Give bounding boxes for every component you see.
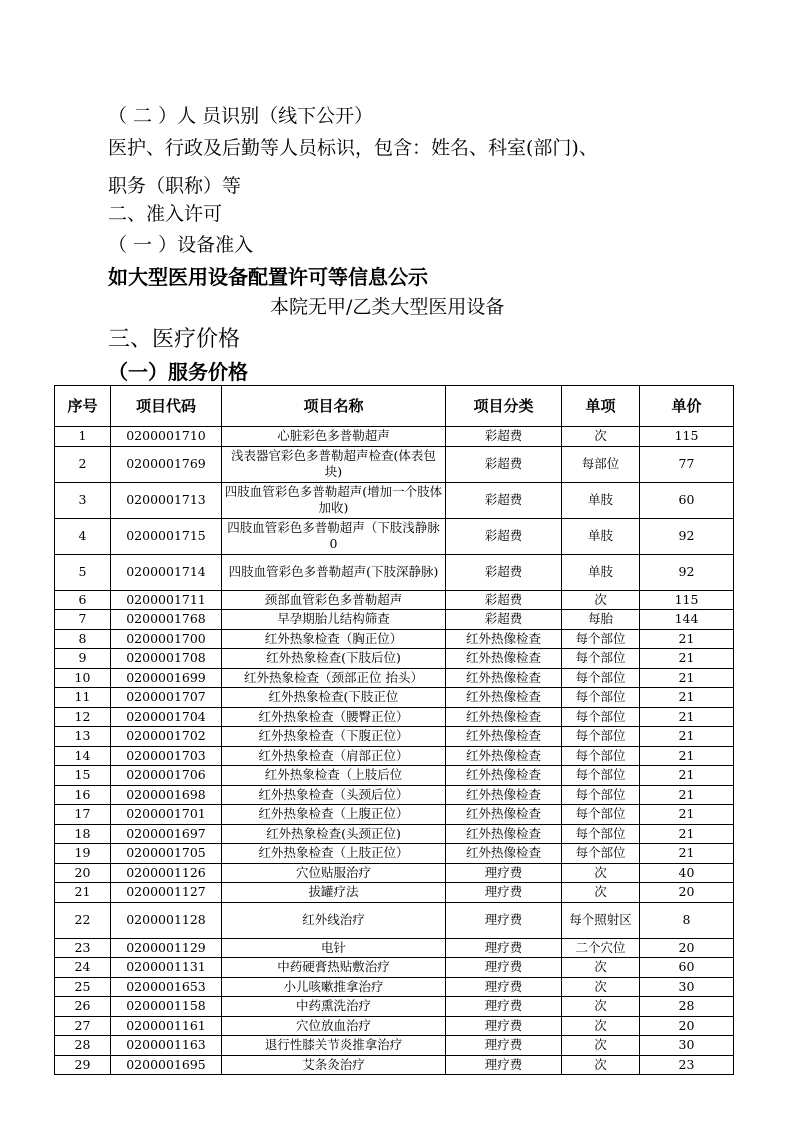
unit-cell: 每个部位 — [562, 766, 640, 786]
table-row — [55, 766, 734, 786]
item-code-cell: 0200001126 — [111, 863, 222, 883]
unit-cell: 每个部位 — [562, 727, 640, 747]
row-index-cell: 29 — [55, 1055, 111, 1075]
item-code-cell: 0200001163 — [111, 1036, 222, 1056]
item-category-cell: 红外热像检查 — [446, 746, 562, 766]
table-row — [55, 805, 734, 825]
item-category-cell: 理疗费 — [446, 863, 562, 883]
row-index-cell: 7 — [55, 610, 111, 630]
item-code-cell: 0200001714 — [111, 554, 222, 590]
unit-cell: 次 — [562, 863, 640, 883]
price-cell: 40 — [640, 863, 734, 883]
unit-cell: 每个照射区 — [562, 902, 640, 938]
item-category-cell: 红外热像检查 — [446, 707, 562, 727]
unit-cell: 每个部位 — [562, 668, 640, 688]
row-index-cell: 3 — [55, 482, 111, 518]
row-index-cell: 12 — [55, 707, 111, 727]
item-name-cell: 红外热象检查（上肢正位） — [222, 844, 446, 864]
price-cell: 21 — [640, 629, 734, 649]
row-index-cell: 20 — [55, 863, 111, 883]
row-index-cell: 23 — [55, 938, 111, 958]
item-name-cell: 小儿咳嗽推拿治疗 — [222, 977, 446, 997]
price-cell: 20 — [640, 1016, 734, 1036]
header-cell: 单价 — [640, 386, 734, 427]
item-name-cell: 红外热象检查（颈部正位 抬头） — [222, 668, 446, 688]
item-code-cell: 0200001769 — [111, 446, 222, 482]
price-cell: 115 — [640, 427, 734, 447]
item-name-cell: 中药熏洗治疗 — [222, 997, 446, 1017]
price-cell: 144 — [640, 610, 734, 630]
item-code-cell: 0200001161 — [111, 1016, 222, 1036]
row-index-cell: 14 — [55, 746, 111, 766]
unit-cell: 每个部位 — [562, 746, 640, 766]
item-category-cell: 红外热像检查 — [446, 668, 562, 688]
item-name-cell: 电针 — [222, 938, 446, 958]
item-name-cell: 红外热象检查（腰臀正位） — [222, 707, 446, 727]
item-name-cell: 红外热象检查（头颈后位） — [222, 785, 446, 805]
table-row — [55, 938, 734, 958]
body-text-staff-id-cont: 职务（职称）等 — [108, 175, 242, 197]
item-category-cell: 理疗费 — [446, 997, 562, 1017]
item-code-cell: 0200001703 — [111, 746, 222, 766]
item-category-cell: 红外热像检查 — [446, 766, 562, 786]
item-category-cell: 理疗费 — [446, 883, 562, 903]
unit-cell: 每胎 — [562, 610, 640, 630]
row-index-cell: 24 — [55, 958, 111, 978]
price-cell: 21 — [640, 746, 734, 766]
unit-cell: 每个部位 — [562, 785, 640, 805]
item-code-cell: 0200001768 — [111, 610, 222, 630]
item-name-cell: 红外热象检查(头颈正位) — [222, 824, 446, 844]
row-index-cell: 6 — [55, 590, 111, 610]
item-code-cell: 0200001705 — [111, 844, 222, 864]
table-row — [55, 446, 734, 482]
unit-cell: 次 — [562, 1036, 640, 1056]
item-category-cell: 红外热像检查 — [446, 844, 562, 864]
item-category-cell: 红外热像检查 — [446, 727, 562, 747]
section-heading-pricing: 三、医疗价格 — [108, 327, 241, 352]
header-cell: 项目名称 — [222, 386, 446, 427]
table-row — [55, 518, 734, 554]
item-code-cell: 0200001713 — [111, 482, 222, 518]
item-code-cell: 0200001127 — [111, 883, 222, 903]
table-row — [55, 824, 734, 844]
table-row — [55, 1036, 734, 1056]
item-name-cell: 穴位贴服治疗 — [222, 863, 446, 883]
item-category-cell: 理疗费 — [446, 1036, 562, 1056]
unit-cell: 每部位 — [562, 446, 640, 482]
unit-cell: 次 — [562, 427, 640, 447]
table-row — [55, 997, 734, 1017]
table-row — [55, 590, 734, 610]
table-row — [55, 610, 734, 630]
price-cell: 92 — [640, 518, 734, 554]
item-code-cell: 0200001128 — [111, 902, 222, 938]
table-row — [55, 427, 734, 447]
row-index-cell: 15 — [55, 766, 111, 786]
table-row — [55, 863, 734, 883]
row-index-cell: 8 — [55, 629, 111, 649]
header-cell: 项目代码 — [111, 386, 222, 427]
row-index-cell: 27 — [55, 1016, 111, 1036]
unit-cell: 次 — [562, 590, 640, 610]
price-cell: 21 — [640, 844, 734, 864]
row-index-cell: 21 — [55, 883, 111, 903]
item-name-cell: 颈部血管彩色多普勒超声 — [222, 590, 446, 610]
item-code-cell: 0200001158 — [111, 997, 222, 1017]
unit-cell: 每个部位 — [562, 844, 640, 864]
item-category-cell: 红外热像检查 — [446, 805, 562, 825]
unit-cell: 单肢 — [562, 554, 640, 590]
item-category-cell: 彩超费 — [446, 446, 562, 482]
item-category-cell: 红外热像检查 — [446, 649, 562, 669]
unit-cell: 次 — [562, 997, 640, 1017]
unit-cell: 每个部位 — [562, 629, 640, 649]
bold-heading-equipment-permit: 如大型医用设备配置许可等信息公示 — [108, 265, 428, 289]
table-row — [55, 785, 734, 805]
row-index-cell: 1 — [55, 427, 111, 447]
item-code-cell: 0200001699 — [111, 668, 222, 688]
price-cell: 28 — [640, 997, 734, 1017]
price-cell: 20 — [640, 883, 734, 903]
row-index-cell: 28 — [55, 1036, 111, 1056]
item-code-cell: 0200001698 — [111, 785, 222, 805]
table-row — [55, 688, 734, 708]
row-index-cell: 5 — [55, 554, 111, 590]
price-cell: 77 — [640, 446, 734, 482]
row-index-cell: 4 — [55, 518, 111, 554]
price-cell: 21 — [640, 668, 734, 688]
item-category-cell: 彩超费 — [446, 590, 562, 610]
item-code-cell: 0200001129 — [111, 938, 222, 958]
table-row — [55, 727, 734, 747]
table-row — [55, 883, 734, 903]
item-code-cell: 0200001701 — [111, 805, 222, 825]
section-heading-access: 二、准入许可 — [108, 203, 223, 225]
item-code-cell: 0200001131 — [111, 958, 222, 978]
item-name-cell: 红外热象检查（胸正位） — [222, 629, 446, 649]
row-index-cell: 10 — [55, 668, 111, 688]
table-row — [55, 629, 734, 649]
item-code-cell: 0200001708 — [111, 649, 222, 669]
item-name-cell: 心脏彩色多普勒超声 — [222, 427, 446, 447]
item-category-cell: 理疗费 — [446, 1055, 562, 1075]
unit-cell: 单肢 — [562, 518, 640, 554]
unit-cell: 单肢 — [562, 482, 640, 518]
item-category-cell: 理疗费 — [446, 938, 562, 958]
item-code-cell: 0200001706 — [111, 766, 222, 786]
item-category-cell: 彩超费 — [446, 518, 562, 554]
item-category-cell: 红外热像检查 — [446, 688, 562, 708]
unit-cell: 每个部位 — [562, 688, 640, 708]
table-row — [55, 668, 734, 688]
price-cell: 20 — [640, 938, 734, 958]
row-index-cell: 18 — [55, 824, 111, 844]
row-index-cell: 16 — [55, 785, 111, 805]
item-name-cell: 红外热象检查（上腹正位） — [222, 805, 446, 825]
table-row — [55, 649, 734, 669]
item-category-cell: 理疗费 — [446, 902, 562, 938]
unit-cell: 次 — [562, 1055, 640, 1075]
unit-cell: 每个部位 — [562, 824, 640, 844]
price-table — [54, 385, 734, 1075]
price-cell: 60 — [640, 482, 734, 518]
header-cell: 单项 — [562, 386, 640, 427]
item-category-cell: 红外热像检查 — [446, 824, 562, 844]
row-index-cell: 19 — [55, 844, 111, 864]
item-category-cell: 彩超费 — [446, 554, 562, 590]
row-index-cell: 25 — [55, 977, 111, 997]
price-cell: 23 — [640, 1055, 734, 1075]
item-code-cell: 0200001702 — [111, 727, 222, 747]
row-index-cell: 9 — [55, 649, 111, 669]
table-row — [55, 977, 734, 997]
item-name-cell: 中药硬膏热贴敷治疗 — [222, 958, 446, 978]
item-code-cell: 0200001710 — [111, 427, 222, 447]
table-header-row — [55, 386, 734, 427]
item-name-cell: 四肢血管彩色多普勒超声（下肢浅静脉 0 — [222, 518, 446, 554]
item-code-cell: 0200001711 — [111, 590, 222, 610]
price-cell: 21 — [640, 649, 734, 669]
item-code-cell: 0200001704 — [111, 707, 222, 727]
price-cell: 21 — [640, 824, 734, 844]
item-name-cell: 红外线治疗 — [222, 902, 446, 938]
item-category-cell: 红外热像检查 — [446, 785, 562, 805]
row-index-cell: 26 — [55, 997, 111, 1017]
row-index-cell: 2 — [55, 446, 111, 482]
item-name-cell: 早孕期胎儿结构筛查 — [222, 610, 446, 630]
item-name-cell: 红外热象检查（肩部正位） — [222, 746, 446, 766]
price-cell: 21 — [640, 785, 734, 805]
item-name-cell: 穴位放血治疗 — [222, 1016, 446, 1036]
unit-cell: 二个穴位 — [562, 938, 640, 958]
section-heading-staff-id: （ 二 ）人 员识别（线下公开） — [108, 105, 374, 127]
equipment-note: 本院无甲/乙类大型医用设备 — [270, 296, 505, 318]
row-index-cell: 13 — [55, 727, 111, 747]
table-row — [55, 746, 734, 766]
table-row — [55, 482, 734, 518]
item-code-cell: 0200001653 — [111, 977, 222, 997]
item-category-cell: 理疗费 — [446, 1016, 562, 1036]
price-cell: 115 — [640, 590, 734, 610]
unit-cell: 每个部位 — [562, 649, 640, 669]
item-category-cell: 红外热像检查 — [446, 629, 562, 649]
item-code-cell: 0200001707 — [111, 688, 222, 708]
header-cell: 序号 — [55, 386, 111, 427]
price-cell: 21 — [640, 727, 734, 747]
unit-cell: 次 — [562, 977, 640, 997]
item-category-cell: 彩超费 — [446, 482, 562, 518]
item-category-cell: 理疗费 — [446, 958, 562, 978]
item-category-cell: 彩超费 — [446, 427, 562, 447]
price-cell: 92 — [640, 554, 734, 590]
price-cell: 30 — [640, 1036, 734, 1056]
body-text-staff-id: 医护、行政及后勤等人员标识，包含：姓名、科室(部门)、 — [108, 137, 598, 159]
item-name-cell: 红外热象检查(下肢后位) — [222, 649, 446, 669]
item-code-cell: 0200001697 — [111, 824, 222, 844]
header-cell: 项目分类 — [446, 386, 562, 427]
unit-cell: 次 — [562, 1016, 640, 1036]
item-name-cell: 浅表器官彩色多普勒超声检查(体表包块) — [222, 446, 446, 482]
price-cell: 21 — [640, 766, 734, 786]
item-name-cell: 红外热象检查(下肢正位 — [222, 688, 446, 708]
table-row — [55, 902, 734, 938]
row-index-cell: 17 — [55, 805, 111, 825]
item-name-cell: 艾条灸治疗 — [222, 1055, 446, 1075]
unit-cell: 次 — [562, 883, 640, 903]
subsection-heading-equipment: （ 一 ）设备准入 — [108, 234, 254, 256]
item-name-cell: 红外热象检查（下腹正位） — [222, 727, 446, 747]
price-cell: 21 — [640, 805, 734, 825]
price-cell: 30 — [640, 977, 734, 997]
row-index-cell: 22 — [55, 902, 111, 938]
item-name-cell: 拔罐疗法 — [222, 883, 446, 903]
table-row — [55, 554, 734, 590]
table-row — [55, 844, 734, 864]
unit-cell: 每个部位 — [562, 805, 640, 825]
item-name-cell: 四肢血管彩色多普勒超声(增加一个肢体加收) — [222, 482, 446, 518]
item-code-cell: 0200001695 — [111, 1055, 222, 1075]
price-cell: 21 — [640, 707, 734, 727]
price-cell: 8 — [640, 902, 734, 938]
item-name-cell: 红外热象检查（上肢后位 — [222, 766, 446, 786]
item-code-cell: 0200001715 — [111, 518, 222, 554]
table-row — [55, 958, 734, 978]
item-name-cell: 四肢血管彩色多普勒超声(下肢深静脉) — [222, 554, 446, 590]
item-code-cell: 0200001700 — [111, 629, 222, 649]
item-category-cell: 理疗费 — [446, 977, 562, 997]
row-index-cell: 11 — [55, 688, 111, 708]
item-category-cell: 彩超费 — [446, 610, 562, 630]
table-row — [55, 1055, 734, 1075]
item-name-cell: 退行性膝关节炎推拿治疗 — [222, 1036, 446, 1056]
table-row — [55, 1016, 734, 1036]
bold-heading-service-price: （一）服务价格 — [108, 360, 248, 384]
unit-cell: 次 — [562, 958, 640, 978]
price-cell: 21 — [640, 688, 734, 708]
table-row — [55, 707, 734, 727]
unit-cell: 每个部位 — [562, 707, 640, 727]
price-cell: 60 — [640, 958, 734, 978]
